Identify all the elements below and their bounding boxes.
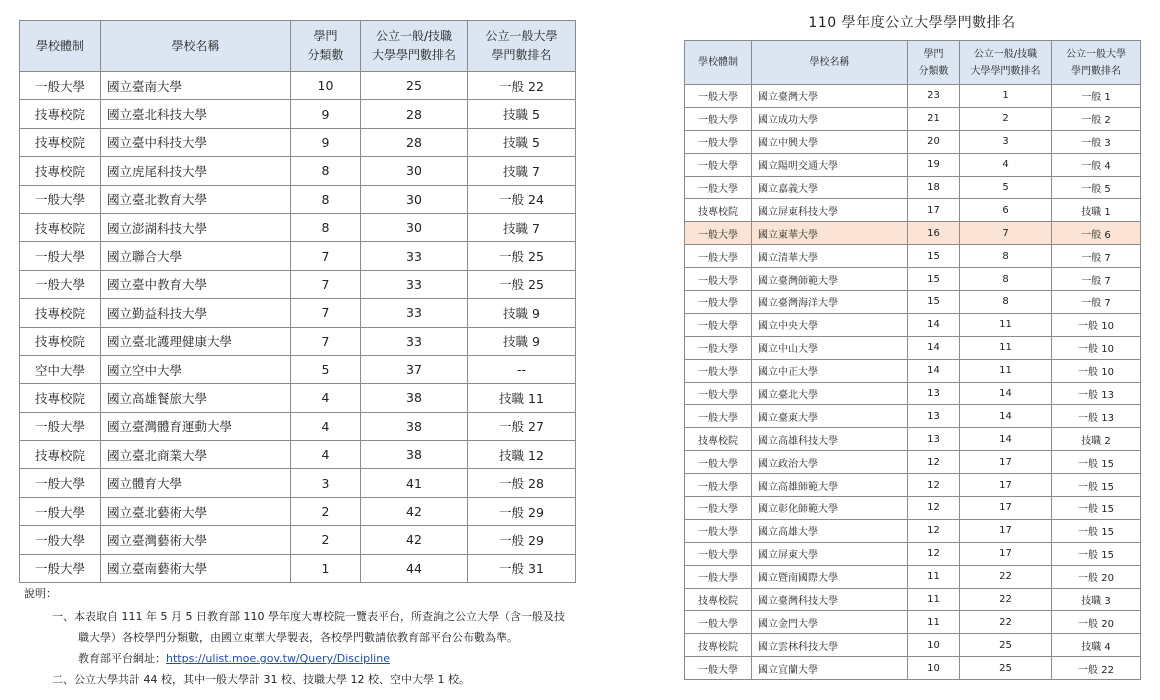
school-type-cell: 一般大學 — [685, 519, 752, 542]
overall-rank-cell: 33 — [361, 270, 468, 298]
discipline-count-cell: 23 — [908, 85, 960, 108]
overall-rank-cell: 14 — [960, 382, 1052, 405]
school-name-cell: 國立臺北藝術大學 — [101, 497, 291, 525]
school-name-cell: 國立高雄餐旅大學 — [101, 384, 291, 412]
discipline-count-cell: 11 — [908, 611, 960, 634]
overall-rank-cell: 22 — [960, 588, 1052, 611]
discipline-count-cell: 7 — [291, 242, 361, 270]
overall-rank-cell: 22 — [960, 565, 1052, 588]
discipline-count-cell: 14 — [908, 336, 960, 359]
discipline-count-cell: 11 — [908, 565, 960, 588]
table-row — [685, 542, 1141, 565]
table-row — [685, 382, 1141, 405]
note-line-4: 二、公立大學共計 44 校，其中一般大學計 31 校、技職大學 12 校、空中大學 1 校。 — [52, 673, 470, 686]
school-name-cell: 國立澎湖科技大學 — [101, 213, 291, 241]
moe-platform-link[interactable]: https://ulist.moe.gov.tw/Query/Discipline — [166, 652, 390, 665]
discipline-count-cell: 4 — [291, 412, 361, 440]
school-name-cell: 國立屏東大學 — [752, 542, 908, 565]
discipline-count-cell: 3 — [291, 469, 361, 497]
discipline-count-cell: 10 — [908, 634, 960, 657]
school-name-cell: 國立體育大學 — [101, 469, 291, 497]
table-row — [685, 474, 1141, 497]
table-row — [685, 497, 1141, 520]
school-name-cell: 國立臺南藝術大學 — [101, 554, 291, 582]
overall-rank-cell: 25 — [960, 634, 1052, 657]
category-rank-cell: 一般 27 — [468, 412, 576, 440]
discipline-count-cell: 15 — [908, 291, 960, 314]
discipline-count-cell: 2 — [291, 497, 361, 525]
school-type-cell: 一般大學 — [685, 176, 752, 199]
table-row — [685, 199, 1141, 222]
note-url-line — [24, 648, 584, 669]
overall-rank-cell: 1 — [960, 85, 1052, 108]
category-rank-cell: 一般 22 — [468, 72, 576, 100]
school-type-cell: 一般大學 — [20, 72, 101, 100]
discipline-count-cell: 9 — [291, 128, 361, 156]
school-type-cell: 技專校院 — [685, 428, 752, 451]
school-type-cell: 技專校院 — [20, 299, 101, 327]
school-type-cell: 技專校院 — [20, 157, 101, 185]
school-name-cell: 國立陽明交通大學 — [752, 153, 908, 176]
category-rank-cell: 技職 4 — [1052, 634, 1141, 657]
table-row — [685, 428, 1141, 451]
header-overall-rank: 公立一般/技職 大學學門數排名 — [361, 21, 468, 72]
notes-section — [24, 583, 584, 690]
discipline-count-cell: 10 — [291, 72, 361, 100]
school-type-cell: 一般大學 — [20, 270, 101, 298]
table-row — [685, 222, 1141, 245]
table-row — [20, 441, 576, 469]
header-discipline-count: 學門 分類數 — [908, 41, 960, 85]
category-rank-cell: 技職 7 — [468, 157, 576, 185]
overall-rank-cell: 14 — [960, 428, 1052, 451]
table-row — [685, 153, 1141, 176]
category-rank-cell: 一般 15 — [1052, 497, 1141, 520]
table-row — [685, 85, 1141, 108]
table-row — [685, 359, 1141, 382]
table-row — [685, 291, 1141, 314]
school-name-cell: 國立臺北科技大學 — [101, 100, 291, 128]
overall-rank-cell: 3 — [960, 130, 1052, 153]
school-name-cell: 國立虎尾科技大學 — [101, 157, 291, 185]
table-row — [20, 157, 576, 185]
category-rank-cell: 技職 5 — [468, 100, 576, 128]
discipline-count-cell: 13 — [908, 428, 960, 451]
right-table-title: 110 學年度公立大學學門數排名 — [808, 15, 1016, 31]
category-rank-cell: 一般 10 — [1052, 336, 1141, 359]
table-row — [20, 526, 576, 554]
school-name-cell: 國立中山大學 — [752, 336, 908, 359]
school-type-cell: 一般大學 — [685, 611, 752, 634]
school-name-cell: 國立彰化師範大學 — [752, 497, 908, 520]
discipline-count-cell: 21 — [908, 107, 960, 130]
school-type-cell: 一般大學 — [685, 222, 752, 245]
category-rank-cell: 技職 12 — [468, 441, 576, 469]
school-name-cell: 國立東華大學 — [752, 222, 908, 245]
overall-rank-cell: 33 — [361, 299, 468, 327]
school-type-cell: 一般大學 — [685, 268, 752, 291]
overall-rank-cell: 11 — [960, 313, 1052, 336]
table-row — [20, 128, 576, 156]
school-name-cell: 國立臺北教育大學 — [101, 185, 291, 213]
school-name-cell: 國立中央大學 — [752, 313, 908, 336]
school-name-cell: 國立聯合大學 — [101, 242, 291, 270]
school-type-cell: 技專校院 — [685, 634, 752, 657]
school-type-cell: 一般大學 — [685, 565, 752, 588]
table-row — [685, 611, 1141, 634]
school-type-cell: 一般大學 — [685, 291, 752, 314]
category-rank-cell: 一般 15 — [1052, 542, 1141, 565]
school-type-cell: 一般大學 — [685, 130, 752, 153]
school-name-cell: 國立臺灣藝術大學 — [101, 526, 291, 554]
table-row — [685, 588, 1141, 611]
school-name-cell: 國立嘉義大學 — [752, 176, 908, 199]
overall-rank-cell: 28 — [361, 100, 468, 128]
table-row — [20, 185, 576, 213]
header-category-rank: 公立一般大學 學門數排名 — [468, 21, 576, 72]
discipline-count-cell: 2 — [291, 526, 361, 554]
overall-rank-cell: 8 — [960, 245, 1052, 268]
discipline-count-cell: 13 — [908, 405, 960, 428]
category-rank-cell: 技職 3 — [1052, 588, 1141, 611]
discipline-count-cell: 14 — [908, 359, 960, 382]
overall-rank-cell: 44 — [361, 554, 468, 582]
table-row — [685, 130, 1141, 153]
overall-rank-cell: 17 — [960, 497, 1052, 520]
overall-rank-cell: 11 — [960, 359, 1052, 382]
category-rank-cell: 一般 25 — [468, 270, 576, 298]
school-type-cell: 一般大學 — [685, 451, 752, 474]
table-row — [685, 657, 1141, 680]
school-type-cell: 一般大學 — [20, 185, 101, 213]
note-line-1: 一、本表取自 111 年 5 月 5 日教育部 110 學年度大專校院一覽表平台，所查詢之公立大學（含一般及技 — [52, 610, 565, 623]
category-rank-cell: 一般 2 — [1052, 107, 1141, 130]
category-rank-cell: 一般 7 — [1052, 268, 1141, 291]
header-school-type: 學校體制 — [20, 21, 101, 72]
discipline-count-cell: 4 — [291, 384, 361, 412]
school-type-cell: 一般大學 — [685, 382, 752, 405]
school-type-cell: 技專校院 — [685, 588, 752, 611]
discipline-count-cell: 12 — [908, 542, 960, 565]
school-type-cell: 一般大學 — [685, 474, 752, 497]
school-name-cell: 國立宜蘭大學 — [752, 657, 908, 680]
school-name-cell: 國立臺灣海洋大學 — [752, 291, 908, 314]
overall-rank-cell: 4 — [960, 153, 1052, 176]
discipline-count-cell: 15 — [908, 245, 960, 268]
category-rank-cell: 一般 3 — [1052, 130, 1141, 153]
school-name-cell: 國立臺北大學 — [752, 382, 908, 405]
school-name-cell: 國立臺灣大學 — [752, 85, 908, 108]
table-row — [685, 313, 1141, 336]
school-name-cell: 國立臺灣科技大學 — [752, 588, 908, 611]
discipline-count-cell: 7 — [291, 299, 361, 327]
header-overall-rank: 公立一般/技職 大學學門數排名 — [960, 41, 1052, 85]
school-type-cell: 一般大學 — [20, 497, 101, 525]
overall-rank-cell: 5 — [960, 176, 1052, 199]
header-category-rank: 公立一般大學 學門數排名 — [1052, 41, 1141, 85]
discipline-count-cell: 13 — [908, 382, 960, 405]
school-name-cell: 國立高雄師範大學 — [752, 474, 908, 497]
school-type-cell: 技專校院 — [20, 100, 101, 128]
category-rank-cell: 技職 7 — [468, 213, 576, 241]
discipline-count-cell: 11 — [908, 588, 960, 611]
overall-rank-cell: 6 — [960, 199, 1052, 222]
table-row — [685, 268, 1141, 291]
school-name-cell: 國立金門大學 — [752, 611, 908, 634]
table-row — [20, 327, 576, 355]
category-rank-cell: 一般 6 — [1052, 222, 1141, 245]
school-type-cell: 一般大學 — [685, 542, 752, 565]
right-ranking-table — [684, 40, 1141, 680]
school-name-cell: 國立高雄大學 — [752, 519, 908, 542]
category-rank-cell: 技職 9 — [468, 299, 576, 327]
school-type-cell: 一般大學 — [20, 242, 101, 270]
school-type-cell: 技專校院 — [685, 199, 752, 222]
overall-rank-cell: 22 — [960, 611, 1052, 634]
table-row — [685, 519, 1141, 542]
school-name-cell: 國立高雄科技大學 — [752, 428, 908, 451]
table-row — [20, 469, 576, 497]
table-row — [685, 245, 1141, 268]
overall-rank-cell: 17 — [960, 519, 1052, 542]
discipline-count-cell: 19 — [908, 153, 960, 176]
discipline-count-cell: 8 — [291, 185, 361, 213]
discipline-count-cell: 15 — [908, 268, 960, 291]
discipline-count-cell: 14 — [908, 313, 960, 336]
category-rank-cell: 一般 10 — [1052, 313, 1141, 336]
category-rank-cell: 一般 1 — [1052, 85, 1141, 108]
overall-rank-cell: 42 — [361, 497, 468, 525]
overall-rank-cell: 7 — [960, 222, 1052, 245]
category-rank-cell: 一般 29 — [468, 497, 576, 525]
discipline-count-cell: 10 — [908, 657, 960, 680]
table-row — [685, 405, 1141, 428]
overall-rank-cell: 25 — [361, 72, 468, 100]
school-name-cell: 國立臺灣師範大學 — [752, 268, 908, 291]
discipline-count-cell: 12 — [908, 497, 960, 520]
category-rank-cell: 一般 15 — [1052, 451, 1141, 474]
table-row — [20, 497, 576, 525]
category-rank-cell: 一般 13 — [1052, 382, 1141, 405]
header-school-name: 學校名稱 — [752, 41, 908, 85]
discipline-count-cell: 1 — [291, 554, 361, 582]
header-school-name: 學校名稱 — [101, 21, 291, 72]
category-rank-cell: 技職 9 — [468, 327, 576, 355]
discipline-count-cell: 7 — [291, 327, 361, 355]
discipline-count-cell: 12 — [908, 519, 960, 542]
category-rank-cell: 一般 29 — [468, 526, 576, 554]
category-rank-cell: 一般 25 — [468, 242, 576, 270]
overall-rank-cell: 30 — [361, 213, 468, 241]
category-rank-cell: 一般 15 — [1052, 474, 1141, 497]
school-name-cell: 國立成功大學 — [752, 107, 908, 130]
overall-rank-cell: 14 — [960, 405, 1052, 428]
school-type-cell: 一般大學 — [685, 336, 752, 359]
note-url-label: 教育部平台網址： — [78, 652, 166, 665]
table-row — [685, 176, 1141, 199]
school-name-cell: 國立暨南國際大學 — [752, 565, 908, 588]
overall-rank-cell: 33 — [361, 242, 468, 270]
discipline-count-cell: 20 — [908, 130, 960, 153]
school-type-cell: 一般大學 — [685, 359, 752, 382]
overall-rank-cell: 38 — [361, 384, 468, 412]
category-rank-cell: 技職 2 — [1052, 428, 1141, 451]
overall-rank-cell: 30 — [361, 157, 468, 185]
category-rank-cell: 一般 22 — [1052, 657, 1141, 680]
school-type-cell: 一般大學 — [685, 107, 752, 130]
school-type-cell: 技專校院 — [20, 441, 101, 469]
school-name-cell: 國立臺北護理健康大學 — [101, 327, 291, 355]
category-rank-cell: 技職 5 — [468, 128, 576, 156]
category-rank-cell: 一般 10 — [1052, 359, 1141, 382]
school-type-cell: 技專校院 — [20, 128, 101, 156]
school-type-cell: 技專校院 — [20, 213, 101, 241]
school-type-cell: 一般大學 — [685, 85, 752, 108]
school-type-cell: 一般大學 — [20, 412, 101, 440]
overall-rank-cell: 41 — [361, 469, 468, 497]
school-name-cell: 國立空中大學 — [101, 355, 291, 383]
discipline-count-cell: 4 — [291, 441, 361, 469]
note-line-2: 職大學）各校學門分類數，由國立東華大學製表，各校學門數請依教育部平台公布數為準。 — [78, 631, 518, 644]
overall-rank-cell: 25 — [960, 657, 1052, 680]
category-rank-cell: 一般 13 — [1052, 405, 1141, 428]
category-rank-cell: 一般 31 — [468, 554, 576, 582]
school-name-cell: 國立勤益科技大學 — [101, 299, 291, 327]
category-rank-cell: 一般 4 — [1052, 153, 1141, 176]
overall-rank-cell: 33 — [361, 327, 468, 355]
discipline-count-cell: 7 — [291, 270, 361, 298]
table-row — [20, 554, 576, 582]
table-row — [20, 412, 576, 440]
school-name-cell: 國立臺中教育大學 — [101, 270, 291, 298]
notes-title: 說明： — [24, 587, 57, 600]
table-row — [685, 634, 1141, 657]
table-row — [20, 384, 576, 412]
school-name-cell: 國立清華大學 — [752, 245, 908, 268]
header-school-type: 學校體制 — [685, 41, 752, 85]
school-type-cell: 一般大學 — [20, 469, 101, 497]
school-type-cell: 一般大學 — [685, 497, 752, 520]
school-name-cell: 國立中興大學 — [752, 130, 908, 153]
school-type-cell: 技專校院 — [20, 327, 101, 355]
school-name-cell: 國立臺東大學 — [752, 405, 908, 428]
table-row — [20, 242, 576, 270]
school-name-cell: 國立中正大學 — [752, 359, 908, 382]
discipline-count-cell: 16 — [908, 222, 960, 245]
overall-rank-cell: 17 — [960, 451, 1052, 474]
overall-rank-cell: 38 — [361, 412, 468, 440]
discipline-count-cell: 8 — [291, 213, 361, 241]
school-type-cell: 技專校院 — [20, 384, 101, 412]
table-row — [20, 72, 576, 100]
school-name-cell: 國立雲林科技大學 — [752, 634, 908, 657]
table-row — [20, 213, 576, 241]
overall-rank-cell: 17 — [960, 542, 1052, 565]
school-name-cell: 國立屏東科技大學 — [752, 199, 908, 222]
header-discipline-count: 學門 分類數 — [291, 21, 361, 72]
overall-rank-cell: 8 — [960, 291, 1052, 314]
overall-rank-cell: 28 — [361, 128, 468, 156]
category-rank-cell: 一般 15 — [1052, 519, 1141, 542]
category-rank-cell: 一般 24 — [468, 185, 576, 213]
left-ranking-table — [19, 20, 576, 583]
discipline-count-cell: 9 — [291, 100, 361, 128]
school-name-cell: 國立臺中科技大學 — [101, 128, 291, 156]
category-rank-cell: 一般 7 — [1052, 291, 1141, 314]
overall-rank-cell: 8 — [960, 268, 1052, 291]
school-type-cell: 一般大學 — [685, 245, 752, 268]
table-row — [685, 107, 1141, 130]
discipline-count-cell: 5 — [291, 355, 361, 383]
overall-rank-cell: 38 — [361, 441, 468, 469]
table-row — [685, 336, 1141, 359]
category-rank-cell: 一般 28 — [468, 469, 576, 497]
overall-rank-cell: 17 — [960, 474, 1052, 497]
table-row — [685, 565, 1141, 588]
category-rank-cell: 一般 5 — [1052, 176, 1141, 199]
school-type-cell: 一般大學 — [20, 526, 101, 554]
category-rank-cell: 技職 1 — [1052, 199, 1141, 222]
category-rank-cell: -- — [468, 355, 576, 383]
table-row — [20, 299, 576, 327]
table-row — [20, 355, 576, 383]
category-rank-cell: 技職 11 — [468, 384, 576, 412]
school-type-cell: 一般大學 — [20, 554, 101, 582]
discipline-count-cell: 12 — [908, 474, 960, 497]
overall-rank-cell: 37 — [361, 355, 468, 383]
school-type-cell: 一般大學 — [685, 405, 752, 428]
school-name-cell: 國立臺南大學 — [101, 72, 291, 100]
table-row — [20, 100, 576, 128]
overall-rank-cell: 42 — [361, 526, 468, 554]
school-name-cell: 國立政治大學 — [752, 451, 908, 474]
category-rank-cell: 一般 20 — [1052, 611, 1141, 634]
category-rank-cell: 一般 20 — [1052, 565, 1141, 588]
table-header-row — [685, 41, 1141, 85]
discipline-count-cell: 12 — [908, 451, 960, 474]
overall-rank-cell: 11 — [960, 336, 1052, 359]
school-type-cell: 一般大學 — [685, 153, 752, 176]
table-row — [685, 451, 1141, 474]
school-name-cell: 國立臺灣體育運動大學 — [101, 412, 291, 440]
school-type-cell: 空中大學 — [20, 355, 101, 383]
table-row — [20, 270, 576, 298]
discipline-count-cell: 8 — [291, 157, 361, 185]
overall-rank-cell: 2 — [960, 107, 1052, 130]
school-type-cell: 一般大學 — [685, 313, 752, 336]
category-rank-cell: 一般 7 — [1052, 245, 1141, 268]
discipline-count-cell: 18 — [908, 176, 960, 199]
school-name-cell: 國立臺北商業大學 — [101, 441, 291, 469]
discipline-count-cell: 17 — [908, 199, 960, 222]
table-header-row — [20, 21, 576, 72]
school-type-cell: 一般大學 — [685, 657, 752, 680]
overall-rank-cell: 30 — [361, 185, 468, 213]
